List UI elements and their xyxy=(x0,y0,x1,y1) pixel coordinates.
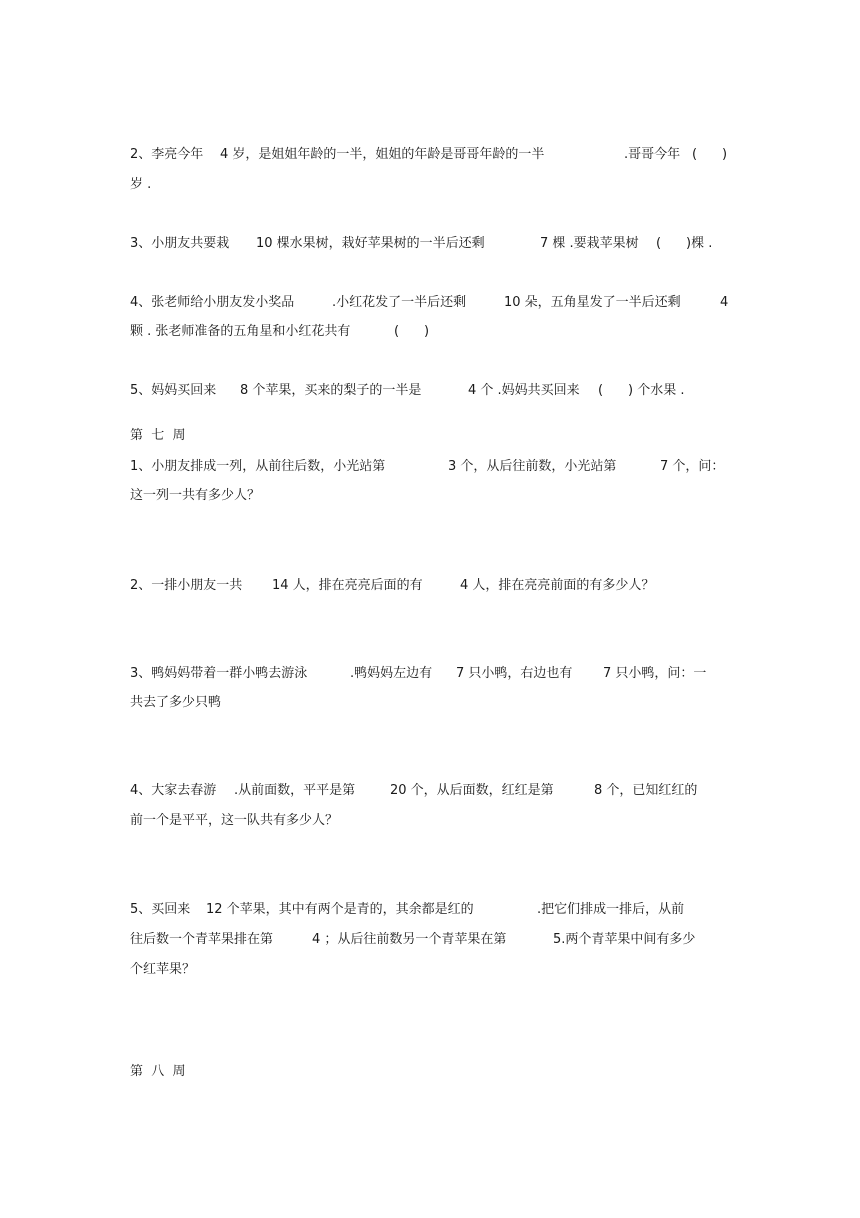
text-segment: 颗 . 张老师准备的五角星和小红花共有 xyxy=(130,324,351,339)
q6-5-line1 xyxy=(0,381,860,401)
text-segment: .哥哥今年 xyxy=(624,147,681,162)
text-segment: .鸭妈妈左边有 xyxy=(350,666,433,681)
text-segment: 3 个，从后往前数，小光站第 xyxy=(448,459,617,474)
text-segment: 第 八 周 xyxy=(130,1064,186,1079)
text-segment: 14 人，排在亮亮后面的有 xyxy=(272,578,423,593)
text-segment: ( xyxy=(598,383,604,398)
text-segment: ) 个水果 . xyxy=(628,383,685,398)
text-segment: 4 岁，是姐姐年龄的一半，姐姐的年龄是哥哥年龄的一半 xyxy=(220,147,545,162)
text-segment: 5.两个青苹果中间有多少 xyxy=(553,932,696,947)
text-segment: 3、鸭妈妈带着一群小鸭去游泳 xyxy=(130,666,308,681)
text-segment: 10 朵，五角星发了一半后还剩 xyxy=(504,295,681,310)
text-segment: 7 只小鸭，右边也有 xyxy=(456,666,573,681)
q7-3-line2 xyxy=(0,693,860,713)
text-segment: 2、一排小朋友一共 xyxy=(130,578,243,593)
q6-4-line2 xyxy=(0,322,860,342)
text-segment: 8 个，已知红红的 xyxy=(594,783,698,798)
text-segment: 岁 . xyxy=(130,177,152,192)
text-segment: ) xyxy=(424,324,430,339)
q6-4-line1 xyxy=(0,293,860,313)
text-segment: 共去了多少只鸭 xyxy=(130,695,222,710)
text-segment: 8 个苹果，买来的梨子的一半是 xyxy=(240,383,422,398)
text-segment: 7 只小鸭，问：一 xyxy=(603,666,707,681)
text-segment: 个红苹果？ xyxy=(130,962,196,977)
text-segment: ( xyxy=(692,147,698,162)
text-segment: 12 个苹果，其中有两个是青的，其余都是红的 xyxy=(206,902,474,917)
text-segment: 4 xyxy=(720,295,729,310)
text-segment: 10 棵水果树，栽好苹果树的一半后还剩 xyxy=(256,236,485,251)
text-segment: ) xyxy=(722,147,728,162)
text-segment: .小红花发了一半后还剩 xyxy=(332,295,467,310)
text-segment: 20 个，从后面数，红红是第 xyxy=(390,783,554,798)
text-segment: 2、李亮今年 xyxy=(130,147,204,162)
text-segment: 5、买回来 xyxy=(130,902,191,917)
week-seven-heading xyxy=(0,426,860,446)
q7-4-line2 xyxy=(0,811,860,831)
q6-3-line1 xyxy=(0,234,860,254)
q7-4-line1 xyxy=(0,781,860,801)
text-segment: ( xyxy=(656,236,662,251)
text-segment: 1、小朋友排成一列，从前往后数，小光站第 xyxy=(130,459,386,474)
text-segment: 5、妈妈买回来 xyxy=(130,383,217,398)
text-segment: .从前面数，平平是第 xyxy=(234,783,356,798)
q7-1-line1 xyxy=(0,457,860,477)
text-segment: 4、大家去春游 xyxy=(130,783,217,798)
text-segment: 4、张老师给小朋友发小奖品 xyxy=(130,295,295,310)
text-segment: .把它们排成一排后，从前 xyxy=(537,902,685,917)
q6-2-line2 xyxy=(0,175,860,195)
text-segment: 第 七 周 xyxy=(130,428,186,443)
text-segment: 前一个是平平，这一队共有多少人？ xyxy=(130,813,339,828)
q7-3-line1 xyxy=(0,664,860,684)
text-segment: ( xyxy=(394,324,400,339)
text-segment: 这一列一共有多少人？ xyxy=(130,488,261,503)
q7-1-line2 xyxy=(0,486,860,506)
text-segment: 7 棵 .要栽苹果树 xyxy=(540,236,639,251)
q7-5-line3 xyxy=(0,960,860,980)
week-eight-heading xyxy=(0,1062,860,1082)
text-segment: 4 个 .妈妈共买回来 xyxy=(468,383,580,398)
q7-5-line1 xyxy=(0,900,860,920)
text-segment: 往后数一个青苹果排在第 xyxy=(130,932,274,947)
text-segment: 4 人，排在亮亮前面的有多少人？ xyxy=(460,578,655,593)
q6-2-line1 xyxy=(0,145,860,165)
text-segment: 4 ；从后往前数另一个青苹果在第 xyxy=(312,932,507,947)
q7-5-line2 xyxy=(0,930,860,950)
q7-2-line1 xyxy=(0,576,860,596)
text-segment: )棵 . xyxy=(686,236,713,251)
text-segment: 3、小朋友共要栽 xyxy=(130,236,230,251)
text-segment: 7 个，问： xyxy=(660,459,725,474)
